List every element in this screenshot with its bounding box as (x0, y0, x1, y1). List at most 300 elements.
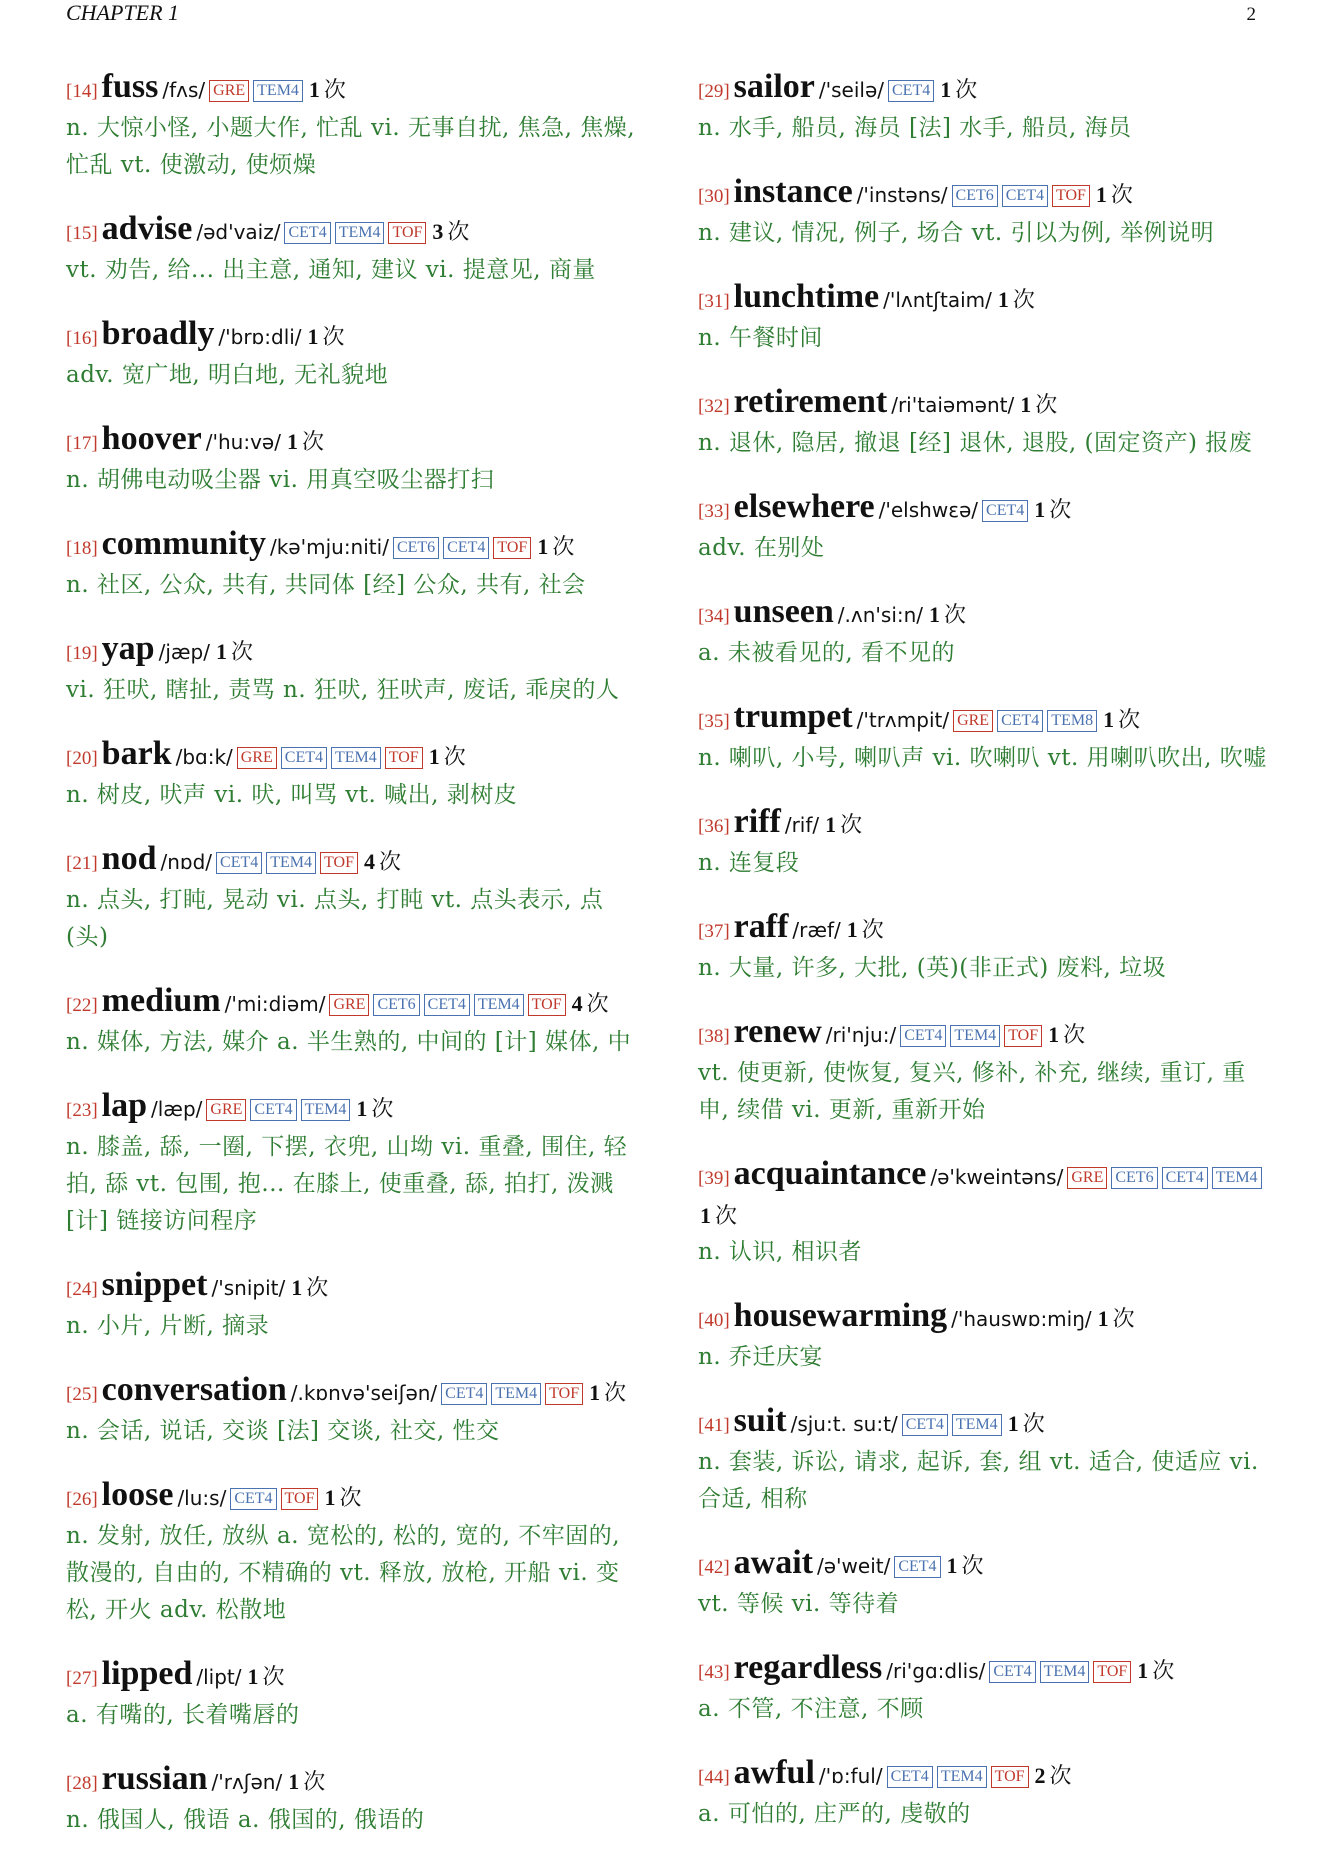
entry-headline (698, 1649, 1268, 1691)
exam-tag: CET4 (250, 1099, 296, 1121)
definition: n. 水手, 船员, 海员 [法] 水手, 船员, 海员 (698, 115, 1132, 141)
phonetic: /'snipit/ (211, 1276, 286, 1300)
frequency-count: 1 次 (1103, 707, 1141, 732)
entry-headline (698, 1754, 1268, 1796)
exam-tag: CET4 (902, 1414, 948, 1436)
entry-index: [40] (698, 1310, 730, 1331)
frequency-count: 3 次 (432, 219, 470, 244)
exam-tag: GRE (237, 747, 277, 769)
dictionary-entry (66, 1476, 636, 1629)
dictionary-entry (698, 68, 1268, 147)
entry-index: [26] (66, 1489, 98, 1510)
entry-index: [35] (698, 711, 730, 732)
entry-index: [33] (698, 501, 730, 522)
frequency-count: 1 次 (846, 917, 884, 942)
frequency-count: 1 次 (1007, 1411, 1045, 1436)
entry-index: [14] (66, 81, 98, 102)
frequency-count: 1 次 (940, 77, 978, 102)
frequency-unit: 次 (1049, 1763, 1072, 1788)
definition: n. 退休, 隐居, 撤退 [经] 退休, 退股, (固定资产) 报废 (698, 430, 1253, 456)
dictionary-entry (698, 1155, 1268, 1271)
frequency-unit: 次 (303, 1769, 326, 1794)
headword: lipped (101, 1655, 193, 1692)
frequency-count: 1 次 (1095, 182, 1133, 207)
frequency-unit: 次 (944, 602, 967, 627)
definition: a. 未被看见的, 看不见的 (698, 640, 955, 666)
entry-index: [20] (66, 748, 98, 769)
exam-tag: TOF (1093, 1661, 1131, 1683)
exam-tag: TEM4 (950, 1025, 1000, 1047)
dictionary-entry (698, 698, 1268, 777)
entry-index: [42] (698, 1557, 730, 1578)
headword: regardless (733, 1649, 883, 1686)
dictionary-entry (698, 1402, 1268, 1518)
dictionary-entry (66, 315, 636, 394)
entry-headline (66, 840, 636, 882)
entry-headline (698, 173, 1268, 215)
entry-index: [23] (66, 1100, 98, 1121)
dictionary-entry (698, 278, 1268, 357)
dictionary-entry (698, 1013, 1268, 1129)
dictionary-entry (66, 735, 636, 814)
entry-headline (66, 735, 636, 777)
headword: snippet (101, 1266, 208, 1303)
phonetic: /ræf/ (792, 918, 841, 942)
definition: n. 午餐时间 (698, 325, 823, 351)
entry-index: [37] (698, 921, 730, 942)
exam-tag: TEM4 (1212, 1167, 1262, 1189)
phonetic: /lipt/ (196, 1665, 242, 1689)
exam-tag: TOF (528, 994, 566, 1016)
frequency-unit: 次 (715, 1203, 738, 1228)
phonetic: /fʌs/ (162, 78, 206, 102)
exam-tag: TEM4 (253, 80, 303, 102)
frequency-count: 1 次 (215, 639, 253, 664)
definition: adv. 在别处 (698, 535, 825, 561)
definition: n. 套装, 诉讼, 请求, 起诉, 套, 组 vt. 适合, 使适应 vi. 合适, 相称 (698, 1449, 1259, 1512)
entry-headline (66, 1476, 636, 1518)
exam-tag: TEM4 (266, 852, 316, 874)
exam-tag: TEM8 (1047, 710, 1097, 732)
phonetic: /'lʌntʃtaim/ (883, 288, 992, 312)
entry-index: [22] (66, 995, 98, 1016)
headword: awful (733, 1754, 815, 1791)
phonetic: /ə'kweintəns/ (930, 1165, 1064, 1189)
frequency-unit: 次 (1118, 707, 1141, 732)
definition: a. 可怕的, 庄严的, 虔敬的 (698, 1801, 971, 1827)
entry-headline (66, 315, 636, 357)
frequency-count: 1 次 (929, 602, 967, 627)
frequency-unit: 次 (604, 1380, 627, 1405)
exam-tag: CET4 (900, 1025, 946, 1047)
definition: n. 树皮, 吠声 vi. 吠, 叫骂 vt. 喊出, 剥树皮 (66, 782, 518, 808)
entry-headline (66, 1655, 636, 1697)
definition: n. 大量, 许多, 大批, (英)(非正式) 废料, 垃圾 (698, 955, 1167, 981)
right-column (698, 68, 1268, 1833)
entry-headline (698, 68, 1268, 110)
entry-index: [17] (66, 433, 98, 454)
phonetic: /lu:s/ (177, 1486, 227, 1510)
frequency-count: 4 次 (363, 849, 401, 874)
frequency-count: 1 次 (247, 1664, 285, 1689)
entry-index: [28] (66, 1773, 98, 1794)
frequency-unit: 次 (1152, 1658, 1175, 1683)
frequency-count: 1 次 (291, 1275, 329, 1300)
frequency-count: 1 次 (428, 744, 466, 769)
phonetic: /'mi:diəm/ (224, 992, 326, 1016)
frequency-unit: 次 (301, 429, 324, 454)
frequency-count: 1 次 (288, 1769, 326, 1794)
frequency-count: 4 次 (571, 991, 609, 1016)
entry-headline (66, 1087, 636, 1129)
frequency-unit: 次 (961, 1553, 984, 1578)
headword: raff (733, 908, 789, 945)
headword: loose (101, 1476, 174, 1513)
frequency-unit: 次 (306, 1275, 329, 1300)
definition: n. 连复段 (698, 850, 800, 876)
entry-headline (66, 1371, 636, 1413)
headword: community (101, 525, 266, 562)
entry-headline (698, 1402, 1268, 1444)
headword: riff (733, 803, 781, 840)
exam-tag: TOF (1004, 1025, 1042, 1047)
entry-index: [15] (66, 223, 98, 244)
frequency-unit: 次 (322, 324, 345, 349)
frequency-unit: 次 (443, 744, 466, 769)
dictionary-entry (66, 982, 636, 1061)
exam-tag: TOF (385, 747, 423, 769)
frequency-unit: 次 (552, 534, 575, 559)
definition: n. 俄国人, 俄语 a. 俄国的, 俄语的 (66, 1807, 425, 1833)
frequency-unit: 次 (230, 639, 253, 664)
headword: hoover (101, 420, 202, 457)
frequency-count: 1 次 (324, 1485, 362, 1510)
entry-index: [16] (66, 328, 98, 349)
phonetic: /jæp/ (158, 640, 210, 664)
entry-headline (66, 420, 636, 462)
frequency-unit: 次 (1110, 182, 1133, 207)
headword: russian (101, 1760, 208, 1797)
dictionary-entry (66, 525, 636, 604)
phonetic: /rif/ (784, 813, 820, 837)
headword: suit (733, 1402, 787, 1439)
definition: n. 社区, 公众, 共有, 共同体 [经] 公众, 共有, 社会 (66, 572, 586, 598)
exam-tag: TOF (281, 1488, 319, 1510)
entry-index: [21] (66, 853, 98, 874)
dictionary-entry (698, 1297, 1268, 1376)
entry-index: [31] (698, 291, 730, 312)
frequency-unit: 次 (339, 1485, 362, 1510)
dictionary-entry (66, 1655, 636, 1734)
exam-tag: TOF (493, 537, 531, 559)
exam-tag: CET4 (982, 500, 1028, 522)
headword: renew (733, 1013, 822, 1050)
frequency-count: 1 次 (1048, 1022, 1086, 1047)
frequency-unit: 次 (1012, 287, 1035, 312)
headword: await (733, 1544, 813, 1581)
frequency-unit: 次 (586, 991, 609, 1016)
frequency-count: 1 次 (589, 1380, 627, 1405)
exam-tag: CET4 (281, 747, 327, 769)
exam-tag: TOF (388, 222, 426, 244)
entry-headline (698, 383, 1268, 425)
definition: n. 建议, 情况, 例子, 场合 vt. 引以为例, 举例说明 (698, 220, 1215, 246)
left-column (66, 68, 636, 1839)
running-head (66, 0, 1256, 28)
headword: lunchtime (733, 278, 880, 315)
exam-tag: CET4 (441, 1383, 487, 1405)
frequency-unit: 次 (861, 917, 884, 942)
dictionary-entry (66, 210, 636, 289)
definition: a. 不管, 不注意, 不顾 (698, 1696, 924, 1722)
frequency-count: 1 次 (997, 287, 1035, 312)
entry-headline (66, 1760, 636, 1802)
headword: broadly (101, 315, 215, 352)
definition: n. 媒体, 方法, 媒介 a. 半生熟的, 中间的 [计] 媒体, 中 (66, 1029, 632, 1055)
frequency-unit: 次 (371, 1096, 394, 1121)
exam-tag: CET6 (952, 185, 998, 207)
entry-headline (66, 210, 636, 252)
exam-tag: GRE (1067, 1167, 1107, 1189)
frequency-count: 1 次 (307, 324, 345, 349)
frequency-count: 2 次 (1034, 1763, 1072, 1788)
definition: a. 有嘴的, 长着嘴唇的 (66, 1702, 300, 1728)
headword: yap (101, 630, 155, 667)
definition: n. 胡佛电动吸尘器 vi. 用真空吸尘器打扫 (66, 467, 495, 493)
frequency-count: 1 次 (1137, 1658, 1175, 1683)
headword: acquaintance (733, 1155, 927, 1192)
entry-index: [30] (698, 186, 730, 207)
definition: vi. 狂吠, 瞎扯, 责骂 n. 狂吠, 狂吠声, 废话, 乖戾的人 (66, 677, 620, 703)
entry-headline (698, 488, 1268, 530)
definition: vt. 劝告, 给... 出主意, 通知, 建议 vi. 提意见, 商量 (66, 257, 596, 283)
dictionary-entry (698, 1754, 1268, 1833)
exam-tag: TOF (320, 852, 358, 874)
entry-headline (698, 908, 1268, 950)
headword: bark (101, 735, 172, 772)
exam-tag: CET4 (443, 537, 489, 559)
phonetic: /.kɒnvə'seiʃən/ (290, 1381, 438, 1405)
dictionary-entry (698, 383, 1268, 462)
frequency-count: 1 次 (308, 77, 346, 102)
definition: n. 乔迁庆宴 (698, 1344, 823, 1370)
dictionary-entry (698, 593, 1268, 672)
entry-headline (698, 1013, 1268, 1055)
entry-index: [34] (698, 606, 730, 627)
dictionary-entry (698, 1649, 1268, 1728)
dictionary-entry (698, 908, 1268, 987)
exam-tag: TEM4 (335, 222, 385, 244)
entry-headline (698, 1544, 1268, 1586)
frequency-count: 1 次 (700, 1203, 738, 1228)
headword: sailor (733, 68, 815, 105)
dictionary-entry (66, 1760, 636, 1839)
entry-index: [44] (698, 1767, 730, 1788)
exam-tag: TOF (1052, 185, 1090, 207)
entry-headline (66, 982, 636, 1024)
phonetic: /'ɒ:ful/ (818, 1764, 883, 1788)
dictionary-entry (66, 1087, 636, 1240)
entry-headline (66, 1266, 636, 1308)
entry-index: [19] (66, 643, 98, 664)
exam-tag: TEM4 (1040, 1661, 1090, 1683)
phonetic: /læp/ (151, 1097, 203, 1121)
definition: n. 大惊小怪, 小题大作, 忙乱 vi. 无事自扰, 焦急, 焦燥, 忙乱 vt. 使激动, 使烦燥 (66, 115, 636, 178)
phonetic: /bɑ:k/ (175, 745, 233, 769)
headword: instance (733, 173, 853, 210)
entry-headline (66, 525, 636, 567)
page-number: 2 (1246, 4, 1256, 25)
exam-tag: CET4 (230, 1488, 276, 1510)
exam-tag: CET4 (997, 710, 1043, 732)
phonetic: /'elshwεə/ (878, 498, 979, 522)
phonetic: /ri'nju:/ (825, 1023, 897, 1047)
dictionary-entry (698, 173, 1268, 252)
entry-headline (698, 278, 1268, 320)
exam-tag: CET4 (216, 852, 262, 874)
exam-tag: GRE (329, 994, 369, 1016)
entry-headline (698, 1155, 1268, 1234)
entry-index: [39] (698, 1168, 730, 1189)
definition: adv. 宽广地, 明白地, 无礼貌地 (66, 362, 389, 388)
exam-tag: CET6 (393, 537, 439, 559)
exam-tag: GRE (953, 710, 993, 732)
exam-tag: CET4 (894, 1556, 940, 1578)
entry-index: [24] (66, 1279, 98, 1300)
headword: medium (101, 982, 221, 1019)
headword: lap (101, 1087, 148, 1124)
headword: elsewhere (733, 488, 875, 525)
exam-tag: CET4 (1162, 1167, 1208, 1189)
headword: housewarming (733, 1297, 948, 1334)
dictionary-entry (698, 488, 1268, 567)
phonetic: /'seilə/ (818, 78, 884, 102)
definition: n. 喇叭, 小号, 喇叭声 vi. 吹喇叭 vt. 用喇叭吹出, 吹嘘 (698, 745, 1267, 771)
frequency-unit: 次 (447, 219, 470, 244)
entry-index: [36] (698, 816, 730, 837)
phonetic: /nɒd/ (160, 850, 213, 874)
exam-tag: CET4 (1002, 185, 1048, 207)
exam-tag: TEM4 (331, 747, 381, 769)
frequency-unit: 次 (323, 77, 346, 102)
definition: n. 小片, 片断, 摘录 (66, 1313, 270, 1339)
definition: n. 会话, 说话, 交谈 [法] 交谈, 社交, 性交 (66, 1418, 500, 1444)
exam-tag: TEM4 (491, 1383, 541, 1405)
exam-tag: GRE (206, 1099, 246, 1121)
headword: nod (101, 840, 157, 877)
entry-headline (698, 593, 1268, 635)
phonetic: /sju:t. su:t/ (790, 1412, 898, 1436)
phonetic: /'hu:və/ (205, 430, 281, 454)
frequency-count: 1 次 (286, 429, 324, 454)
frequency-unit: 次 (378, 849, 401, 874)
frequency-unit: 次 (1049, 497, 1072, 522)
headword: conversation (101, 1371, 287, 1408)
frequency-count: 1 次 (1097, 1306, 1135, 1331)
phonetic: /ri'taiəmənt/ (891, 393, 1015, 417)
headword: retirement (733, 383, 888, 420)
phonetic: /'trʌmpit/ (856, 708, 950, 732)
frequency-count: 1 次 (356, 1096, 394, 1121)
entry-index: [29] (698, 81, 730, 102)
phonetic: /.ʌn'si:n/ (837, 603, 924, 627)
definition: n. 认识, 相识者 (698, 1239, 863, 1265)
headword: advise (101, 210, 193, 247)
exam-tag: TOF (991, 1766, 1029, 1788)
frequency-unit: 次 (840, 812, 863, 837)
frequency-unit: 次 (1063, 1022, 1086, 1047)
entry-index: [27] (66, 1668, 98, 1689)
exam-tag: TEM4 (952, 1414, 1002, 1436)
frequency-count: 1 次 (537, 534, 575, 559)
phonetic: /kə'mju:niti/ (269, 535, 389, 559)
exam-tag: CET6 (373, 994, 419, 1016)
entry-index: [18] (66, 538, 98, 559)
exam-tag: CET4 (424, 994, 470, 1016)
frequency-count: 1 次 (1020, 392, 1058, 417)
dictionary-entry (66, 1266, 636, 1345)
definition: vt. 等候 vi. 等待着 (698, 1591, 900, 1617)
exam-tag: TOF (545, 1383, 583, 1405)
frequency-count: 1 次 (825, 812, 863, 837)
dictionary-entry (66, 630, 636, 709)
entry-index: [43] (698, 1662, 730, 1683)
frequency-unit: 次 (262, 1664, 285, 1689)
exam-tag: TEM4 (301, 1099, 351, 1121)
chapter-title: CHAPTER 1 (66, 0, 180, 25)
entry-headline (698, 1297, 1268, 1339)
phonetic: /'brɒ:dli/ (218, 325, 302, 349)
headword: unseen (733, 593, 834, 630)
exam-tag: CET4 (887, 1766, 933, 1788)
phonetic: /'hauswɒ:miŋ/ (951, 1307, 1092, 1331)
entry-headline (698, 698, 1268, 740)
dictionary-entry (66, 1371, 636, 1450)
entry-headline (66, 630, 636, 672)
phonetic: /ə'weit/ (816, 1554, 891, 1578)
dictionary-entry (698, 1544, 1268, 1623)
phonetic: /əd'vaiz/ (196, 220, 281, 244)
entry-index: [38] (698, 1026, 730, 1047)
phonetic: /ri'gɑ:dlis/ (886, 1659, 986, 1683)
headword: fuss (101, 68, 159, 105)
definition: vt. 使更新, 使恢复, 复兴, 修补, 补充, 继续, 重订, 重申, 续借 vi. 更新, 重新开始 (698, 1060, 1246, 1123)
entry-index: [25] (66, 1384, 98, 1405)
headword: trumpet (733, 698, 853, 735)
frequency-unit: 次 (1035, 392, 1058, 417)
exam-tag: TEM4 (937, 1766, 987, 1788)
phonetic: /'instəns/ (856, 183, 948, 207)
frequency-unit: 次 (1022, 1411, 1045, 1436)
entry-headline (66, 68, 636, 110)
exam-tag: CET4 (888, 80, 934, 102)
definition: n. 发射, 放任, 放纵 a. 宽松的, 松的, 宽的, 不牢固的, 散漫的, 自由的, 不精确的 vt. 释放, 放枪, 开船 vi. 变松, 开火 adv. 松散地 (66, 1523, 621, 1623)
frequency-count: 1 次 (1034, 497, 1072, 522)
dictionary-entry (66, 420, 636, 499)
dictionary-entry (66, 68, 636, 184)
exam-tag: CET4 (284, 222, 330, 244)
definition: n. 膝盖, 舔, 一圈, 下摆, 衣兜, 山坳 vi. 重叠, 围住, 轻拍, 舔 vt. 包围, 抱... 在膝上, 使重叠, 舔, 拍打, 泼溅 [计] 链接访问程序 (66, 1134, 628, 1234)
definition: n. 点头, 打盹, 晃动 vi. 点头, 打盹 vt. 点头表示, 点 (头) (66, 887, 604, 950)
exam-tag: CET6 (1111, 1167, 1157, 1189)
exam-tag: CET4 (989, 1661, 1035, 1683)
exam-tag: GRE (209, 80, 249, 102)
dictionary-entry (698, 803, 1268, 882)
entry-index: [32] (698, 396, 730, 417)
phonetic: /'rʌʃən/ (211, 1770, 283, 1794)
dictionary-entry (66, 840, 636, 956)
entry-index: [41] (698, 1415, 730, 1436)
